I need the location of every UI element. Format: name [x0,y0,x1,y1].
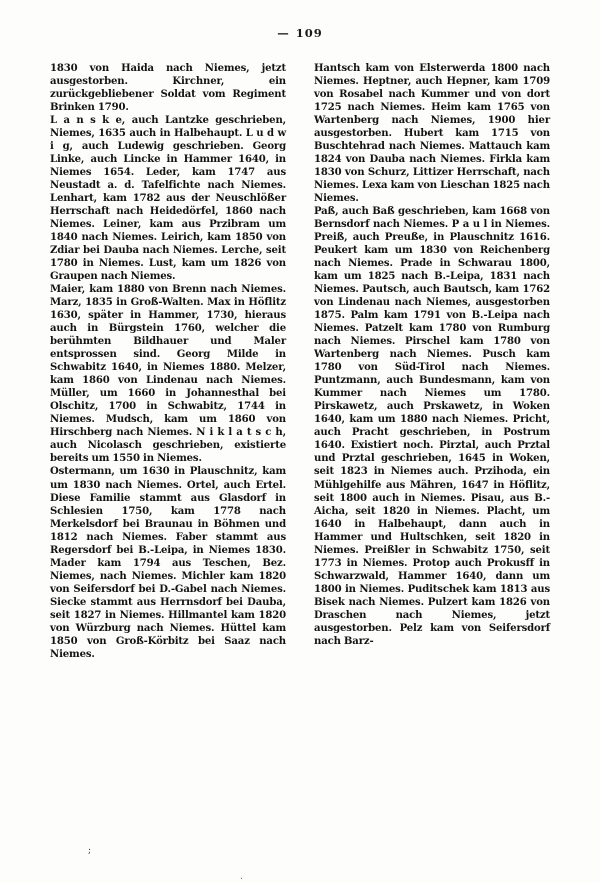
page-header-dash: — [277,26,291,40]
paragraph: Ostermann, um 1630 in Plauschnitz, kam um 1830 nach Niemes. Ortel, auch Ertel. Diese Familie stammt aus Glasdorf in Schlesien 1750, kam 1778 nach Merkelsdorf bei Braunau in Böhmen und 1812 nach Niemes. Faber stammt aus Regersdorf bei B.-Leipa, in Niemes 1830. Mader kam 1794 aus Teschen, Bez. Niemes, nach Niemes. Michler kam 1820 von Seifersdorf bei D.-Gabel nach Niemes. Siecke stammt aus Herrnsdorf bei Dauba, seit 1827 in Niemes. Hillmantel kam 1820 von Würzburg nach Niemes. Hüttel kam 1850 von Groß-Körbitz bei Saaz nach Niemes. [50,466,286,660]
column-right [314,62,550,862]
paragraph: 1830 von Haida nach Niemes, jetzt ausgestorben. Kirchner, ein zurückgebliebener Soldat vom Regiment Brinken 1790. [50,63,286,114]
bottom-dot: . [240,872,243,882]
page-header [0,26,600,40]
paragraph: Hantsch kam von Elsterwerda 1800 nach Niemes. Heptner, auch Hepner, kam 1709 von Rosabel nach Kummer und von dort 1725 nach Niemes. Heim kam 1765 von Wartenberg nach Niemes, 1900 hier ausgestorben. Hubert kam 1715 von Buschtehrad nach Niemes. Mattauch kam 1824 von Dauba nach Niemes. Firkla kam 1830 von Schurz, Littizer Herrschaft, nach Niemes. Lexa kam von Lieschan 1825 nach Niemes. [314,63,550,205]
paragraph: L a n s k e, auch Lantzke geschrieben, Niemes, 1635 auch in Halbehaupt. L u d w i g, auch Ludewig geschrieben. Georg Linke, auch Lincke in Hammer 1640, in Niemes 1654. Leder, kam 1747 aus Neustadt a. d. Tafelfichte nach Niemes. Lenhart, kam 1782 aus der Neuschlößer Herrschaft nach Heidedörfel, 1860 nach Niemes. Leiner, kam aus Przibram um 1840 nach Niemes. Leirich, kam 1850 von Zdiar bei Dauba nach Niemes. Lerche, seit 1780 in Niemes. Lust, kam um 1826 von Graupen nach Niemes. [50,115,286,283]
text-columns [50,62,550,862]
paragraph: Paß, auch Baß geschrieben, kam 1668 von Bernsdorf nach Niemes. P a u l in Niemes. Preiß, auch Preuße, in Plauschnitz 1616. Peukert kam um 1830 von Reichenberg nach Niemes. Prade in Schwarau 1800, kam um 1825 nach B.-Leipa, 1831 nach Niemes. Pautsch, auch Bautsch, kam 1762 von Lindenau nach Niemes, ausgestorben 1875. Palm kam 1791 von B.-Leipa nach Niemes. Patzelt kam 1780 von Rumburg nach Niemes. Pirschel kam 1780 von Wartenberg nach Niemes. Pusch kam 1780 von Süd-Tirol nach Niemes. Puntzmann, auch Bundesmann, kam von Kummer nach Niemes um 1780. Pirskawetz, auch Prskawetz, in Woken 1640, kam um 1880 nach Niemes. Pricht, auch Pracht geschrieben, in Postrum 1640. Existiert noch. Pirztal, auch Prztal und Prztal geschrieben, 1645 in Woken, seit 1823 in Niemes auch. Przihoda, ein Mühlgehilfe aus Mähren, 1647 in Höflitz, seit 1800 auch in Niemes. Pisau, aus B.-Aicha, seit 1820 in Niemes. Placht, um 1640 in Halbehaupt, dann auch in Hammer und Hultschken, seit 1820 in Niemes. Preißler in Schwabitz 1750, seit 1773 in Niemes. Protop auch Prokusff in Schwarzwald, Hammer 1640, dann um 1800 in Niemes. Puditschek kam 1813 aus Bisek nach Niemes. Pulzert kam 1826 von Draschen nach Niemes, jetzt ausgestorben. Pelz kam von Seifersdorf nach Barz- [314,206,550,647]
paragraph: Maier, kam 1880 von Brenn nach Niemes. Marz, 1835 in Groß-Walten. Max in Höflitz 1630, später in Hammer, 1730, hieraus auch in Bürgstein 1760, welcher die berühmten Bildhauer und Maler entsprossen sind. Georg Milde in Schwabitz 1640, in Niemes 1880. Melzer, kam 1860 von Lindenau nach Niemes. Müller, um 1660 in Johannesthal bei Olschitz, 1700 in Schwabitz, 1744 in Niemes. Mudsch, kam um 1860 von Hirschberg nach Niemes. N i k l a t s c h, auch Nicolasch geschrieben, existierte bereits um 1550 in Niemes. [50,284,286,465]
footnote-mark: ; [88,846,92,856]
column-left [50,62,286,862]
page-number: 109 [295,26,323,40]
